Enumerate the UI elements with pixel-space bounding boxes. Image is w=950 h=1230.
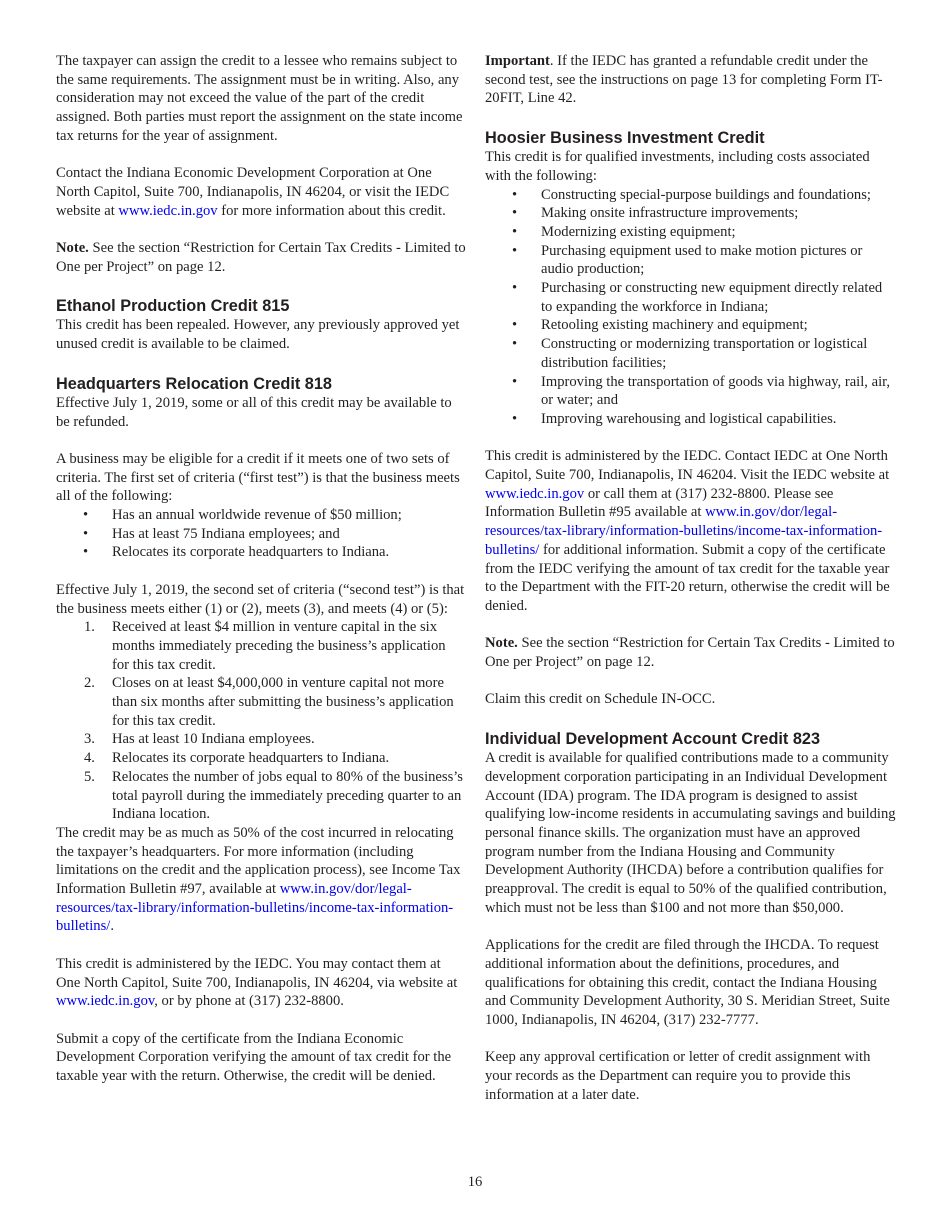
list-item: [485, 335, 897, 372]
hq-credit-text: The credit may be as much as 50% of the cost incurred in relocating the taxpayer’s headquarters. For more information (including limitations on the credit and the application process), see Income Tax Information Bulletin #97, available at: [56, 824, 461, 898]
left-column: [56, 52, 466, 1086]
bulletin-95-link[interactable]: www.in.gov/dor/legal-resources/tax-library/information-bulletins/income-tax-information-bulletins/: [485, 504, 883, 558]
right-column: [485, 52, 897, 1104]
list-item-text: Closes on at least $4,000,000 in venture capital not more than six months after submitting the business’s application for this tax credit.: [112, 675, 454, 729]
page-number: 16: [467, 1174, 483, 1190]
list-number: 1.: [84, 619, 95, 636]
ida-credit-heading: Individual Development Account Credit 823: [485, 730, 821, 749]
list-number: 2.: [84, 675, 95, 692]
list-item-text: Received at least $4 million in venture capital in the six months immediately preceding the business’s application for this tax credit.: [112, 619, 446, 673]
list-item-text: Purchasing or constructing new equipment directly related to expanding the workforce in Indiana;: [541, 280, 883, 315]
claim-paragraph: Claim this credit on Schedule IN-OCC.: [485, 691, 716, 708]
ethanol-paragraph: This credit has been repealed. However, any previously approved yet unused credit is available to be claimed.: [56, 317, 460, 353]
list-number: 3.: [84, 731, 95, 748]
hbi-admin-paragraph: [485, 447, 897, 615]
hq-admin-paragraph: [56, 955, 466, 1011]
hq-second-test-list: [56, 618, 466, 824]
bullet-icon: •: [83, 525, 89, 542]
list-item-text: Has at least 10 Indiana employees.: [112, 731, 315, 748]
iedc-website-link[interactable]: www.iedc.in.gov: [118, 202, 218, 219]
bullet-icon: •: [512, 242, 518, 259]
hq-first-test-paragraph: A business may be eligible for a credit if it meets one of two sets of criteria. The first set of criteria (“first test”) is that the business meets all of the following:: [56, 450, 460, 505]
list-item: [56, 543, 466, 562]
list-item: [485, 316, 897, 335]
list-item: [485, 242, 897, 279]
bullet-icon: •: [512, 205, 518, 222]
list-item: [56, 618, 466, 674]
hq-credit-paragraph: [56, 824, 466, 936]
list-item-text: Relocates its corporate headquarters to Indiana.: [112, 750, 390, 767]
list-item: [56, 674, 466, 730]
list-item-text: Improving the transportation of goods via highway, rail, air, or water; and: [541, 373, 891, 409]
hoosier-business-heading: Hoosier Business Investment Credit: [485, 129, 765, 148]
list-item-text: Making onsite infrastructure improvements;: [541, 205, 799, 222]
hq-submit-paragraph: Submit a copy of the certificate from the Indiana Economic Development Corporation verifying the amount of tax credit for the taxable year with the return. Otherwise, the credit will be denied.: [56, 1030, 452, 1085]
ida-apply-paragraph: Applications for the credit are filed through the IHCDA. To request additional information about the definitions, procedures, and qualifications for obtaining this credit, contact the Indiana Housing and Community Development Authority, 30 S. Meridian Street, Suite 1000, Indianapolis, IN 46204, (317) 232-7777.: [485, 937, 890, 1028]
list-item-text: Modernizing existing equipment;: [541, 223, 736, 240]
note-label: Note.: [485, 635, 518, 652]
bullet-icon: •: [512, 280, 518, 297]
iedc-website-link[interactable]: www.iedc.in.gov: [485, 485, 585, 502]
list-item: [485, 223, 897, 242]
bullet-icon: •: [512, 373, 518, 390]
list-item: [56, 730, 466, 749]
bulletin-97-link[interactable]: www.in.gov/dor/legal-resources/tax-library/information-bulletins/income-tax-information-bulletins/: [56, 881, 454, 935]
ethanol-heading: Ethanol Production Credit 815: [56, 297, 290, 316]
list-number: 5.: [84, 768, 95, 785]
contact-text: Contact the Indiana Economic Development Corporation at One North Capitol, Suite 700, Indianapolis, IN 46204, or visit the IEDC website at: [56, 165, 450, 219]
note-label: Note.: [56, 240, 89, 256]
list-item-text: Relocates the number of jobs equal to 80% of the business’s total payroll during the immediately preceding quarter to an Indiana location.: [112, 768, 463, 823]
hbi-admin-text-end: for additional information. Submit a copy of the certificate from the IEDC verifying the amount of tax credit for the taxable year to the Department with the FIT-20 return, otherwise the credit will be denied.: [485, 541, 890, 614]
hq-credit-text-end: .: [110, 918, 114, 935]
hq-second-test-paragraph: Effective July 1, 2019, the second set of criteria (“second test”) is that the business meets either (1) or (2), meets (3), and meets (4) or (5):: [56, 581, 465, 617]
list-item: [485, 204, 897, 223]
ida-keep-paragraph: Keep any approval certification or letter of credit assignment with your records as the Department can require you to provide this information at a later date.: [485, 1049, 871, 1103]
note-paragraph: [485, 634, 897, 671]
note-paragraph: [56, 239, 466, 276]
bullet-icon: •: [512, 223, 518, 240]
ida-paragraph: A credit is available for qualified contributions made to a community development corporation participating in an Individual Development Account (IDA) program. The IDA program is designed to assist qualifying low-income residents in accumulating savings and building personal finance skills. The organization must have an approved program number from the Indiana Housing and Community Development Authority (IHCDA) before a contribution qualifies for preapproval. The credit is equal to 50% of the qualified contribution, which must not be less than $100 and not more than $50,000.: [485, 750, 896, 916]
list-item-text: Constructing or modernizing transportation or logistical distribution facilities;: [541, 336, 868, 371]
contact-text-end: for more information about this credit.: [217, 202, 446, 219]
list-item-text: Relocates its corporate headquarters to Indiana.: [112, 544, 390, 561]
bullet-icon: •: [512, 410, 518, 427]
bullet-icon: •: [512, 336, 518, 353]
hq-relocation-heading: Headquarters Relocation Credit 818: [56, 374, 332, 393]
bullet-icon: •: [83, 544, 89, 561]
hbi-investment-list: [485, 186, 897, 429]
contact-paragraph: [56, 164, 466, 220]
important-paragraph: [485, 52, 897, 108]
note-text: See the section “Restriction for Certain Tax Credits - Limited to One per Project” on page 12.: [485, 635, 895, 671]
list-item: [56, 749, 466, 768]
important-label: Important: [485, 53, 550, 69]
iedc-website-link[interactable]: www.iedc.in.gov: [56, 993, 155, 1010]
list-item: [485, 410, 897, 429]
list-item-text: Has at least 75 Indiana employees; and: [112, 525, 340, 542]
hbi-admin-text: This credit is administered by the IEDC. Contact IEDC at One North Capitol, Suite 700, Indianapolis, IN 46204. Visit the IEDC website at: [485, 448, 890, 484]
list-number: 4.: [84, 750, 95, 767]
list-item-text: Purchasing equipment used to make motion pictures or audio production;: [541, 242, 863, 278]
bullet-icon: •: [512, 317, 518, 334]
hq-first-test-list: [56, 506, 466, 562]
list-item: [485, 279, 897, 316]
list-item: [485, 186, 897, 205]
list-item-text: Has an annual worldwide revenue of $50 million;: [112, 507, 402, 524]
list-item: [56, 768, 466, 824]
hq-admin-text-end: , or by phone at (317) 232-8800.: [154, 993, 344, 1010]
hbi-intro-paragraph: This credit is for qualified investments, including costs associated with the following:: [485, 149, 870, 184]
bullet-icon: •: [512, 186, 518, 203]
hbi-admin-text-mid: or call them at (317) 232-8800. Please see Information Bulletin #95 available at: [485, 485, 834, 521]
list-item-text: Retooling existing machinery and equipment;: [541, 317, 808, 334]
hq-admin-text: This credit is administered by the IEDC. You may contact them at One North Capitol, Suite 700, Indianapolis, IN 46204, via website at: [56, 955, 458, 991]
important-text: . If the IEDC has granted a refundable credit under the second test, see the instructions on page 13 for completing Form IT-20FIT, Line 42.: [485, 53, 883, 107]
list-item: [485, 373, 897, 410]
note-text: See the section “Restriction for Certain Tax Credits - Limited to One per Project” on page 12.: [56, 240, 466, 275]
bullet-icon: •: [83, 507, 89, 524]
hq-effective-paragraph: Effective July 1, 2019, some or all of this credit may be available to be refunded.: [56, 394, 452, 430]
list-item-text: Constructing special-purpose buildings and foundations;: [541, 186, 871, 203]
list-item: [56, 525, 466, 544]
list-item-text: Improving warehousing and logistical capabilities.: [541, 410, 837, 427]
list-item: [56, 506, 466, 525]
assign-paragraph: The taxpayer can assign the credit to a lessee who remains subject to the same requirements. The assignment must be in writing. Also, any consideration may not exceed the value of the part of the credit assigned. Both parties must report the assignment on the state income tax returns for the year of assignment.: [56, 53, 463, 144]
